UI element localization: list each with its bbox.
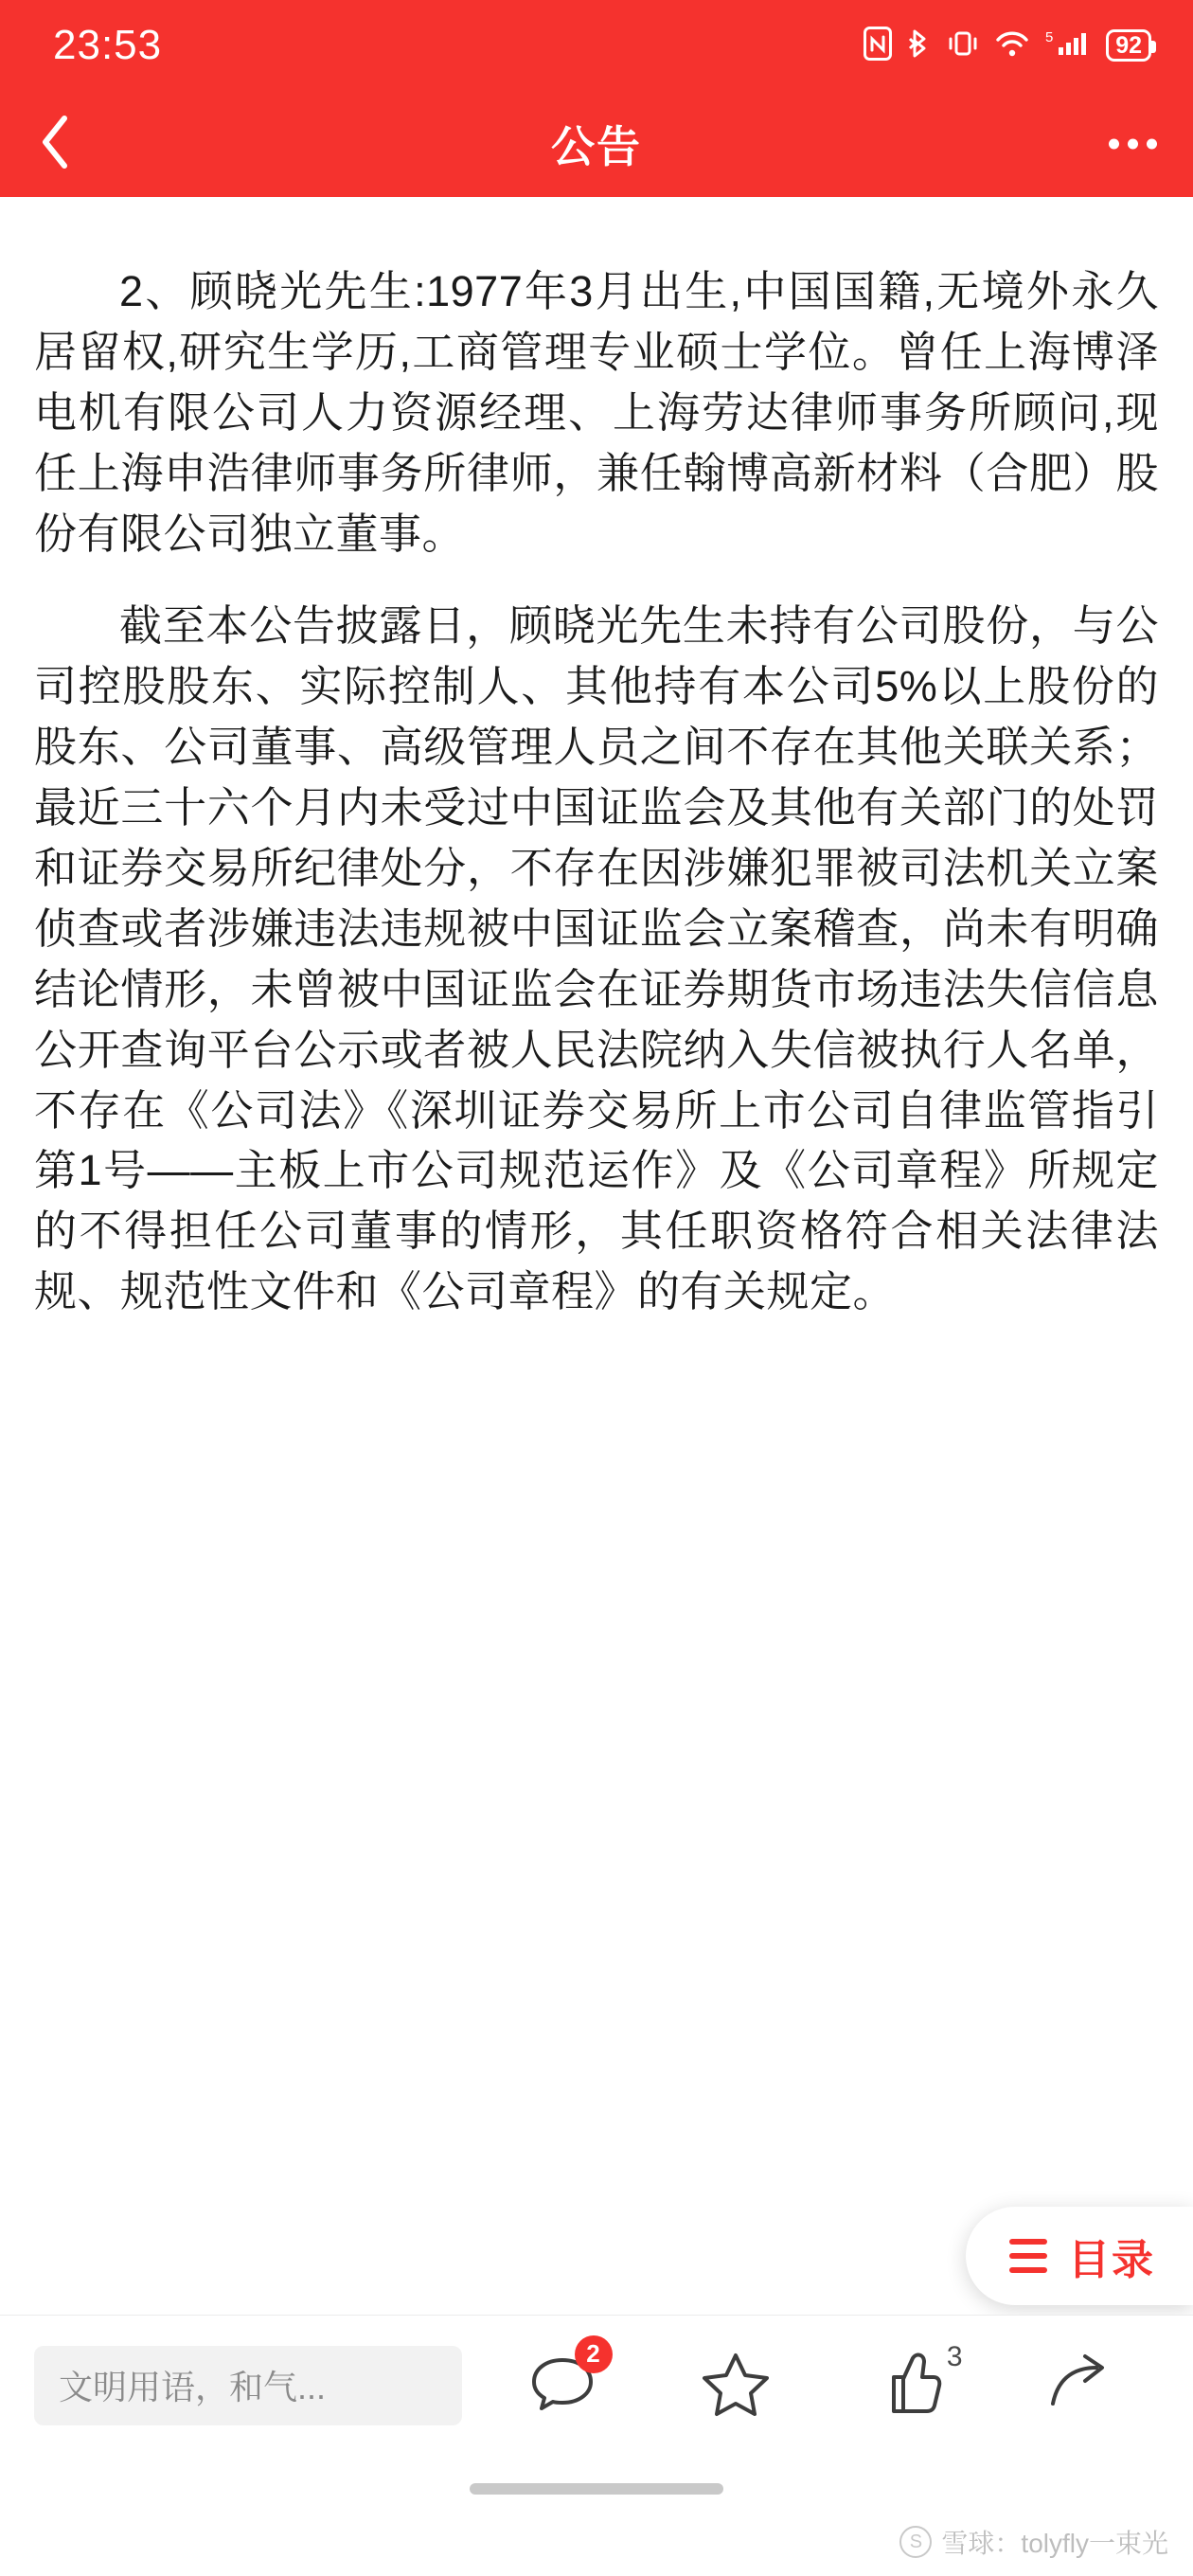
snowball-logo-icon: S — [899, 2526, 932, 2558]
catalog-button[interactable] — [966, 2207, 1193, 2305]
signal-icon — [1045, 27, 1087, 65]
more-button[interactable] — [1109, 139, 1157, 150]
star-icon — [699, 2346, 773, 2424]
clipped-paragraph — [34, 197, 1159, 261]
more-dot — [1128, 139, 1138, 150]
more-dot — [1109, 139, 1119, 150]
action-icons — [462, 2334, 1193, 2438]
watermark — [899, 2523, 1168, 2561]
svg-text:5: 5 — [1045, 28, 1054, 45]
watermark-text: 雪球：tolyfly一束光 — [941, 2529, 1168, 2558]
status-bar — [0, 0, 1193, 91]
comment-button[interactable] — [510, 2334, 614, 2438]
bottom-action-bar — [0, 2315, 1193, 2455]
thumbs-up-icon — [875, 2347, 943, 2424]
nfc-icon — [864, 27, 892, 65]
more-dot — [1147, 139, 1157, 150]
catalog-button-label: 目录 — [1068, 2237, 1155, 2283]
like-count: 3 — [946, 2340, 963, 2372]
vibrate-icon — [947, 27, 979, 65]
battery-level: 92 — [1115, 31, 1142, 59]
like-button[interactable] — [857, 2334, 961, 2438]
footer-bar — [0, 2455, 1193, 2576]
status-clock: 23:53 — [53, 22, 163, 68]
home-indicator[interactable] — [470, 2483, 723, 2495]
nav-bar — [0, 91, 1193, 197]
comment-input[interactable] — [34, 2346, 462, 2425]
list-icon — [1009, 2239, 1047, 2273]
clipped-paragraph-text — [34, 197, 1159, 205]
share-button[interactable] — [1030, 2334, 1134, 2438]
share-icon — [1045, 2349, 1119, 2422]
article-paragraph: 截至本公告披露日，顾晓光先生未持有公司股份，与公司控股股东、实际控制人、其他持有本公司5%以上股份的股东、公司董事、高级管理人员之间不存在其他关联关系；最近三十六个月内未受过中国证监会及其他有关部门的处罚和证券交易所纪律处分，不存在因涉嫌犯罪被司法机关立案侦查或者涉嫌违法违规被中国证监会立案稽查，尚未有明确结论情形，未曾被中国证监会在证券期货市场违法失信信息公开查询平台公示或者被人民法院纳入失信被执行人名单，不存在《公司法》《深圳证券交易所上市公司自律监管指引第1号——主板上市公司规范运作》及《公司章程》所规定的不得担任公司董事的情形，其任职资格符合相关法律法规、规范性文件和《公司章程》的有关规定。 — [34, 601, 1159, 1316]
bluetooth-icon — [907, 27, 932, 65]
comment-count-badge: 2 — [575, 2335, 613, 2373]
battery-icon — [1106, 29, 1151, 62]
wifi-icon — [994, 27, 1030, 65]
favorite-button[interactable] — [684, 2334, 788, 2438]
page-title: 公告 — [551, 122, 642, 171]
article-body[interactable] — [0, 197, 1193, 1322]
article-paragraph: 2、顾晓光先生:1977年3月出生,中国国籍,无境外永久居留权,研究生学历,工商管理专业硕士学位。曾任上海博泽电机有限公司人力资源经理、上海劳达律师事务所顾问,现任上海申浩律师事务所律师，兼任翰博高新材料（合肥）股份有限公司独立董事。 — [34, 267, 1159, 558]
comment-placeholder: 文明用语，和气... — [59, 2368, 327, 2406]
status-icons — [864, 27, 1151, 65]
